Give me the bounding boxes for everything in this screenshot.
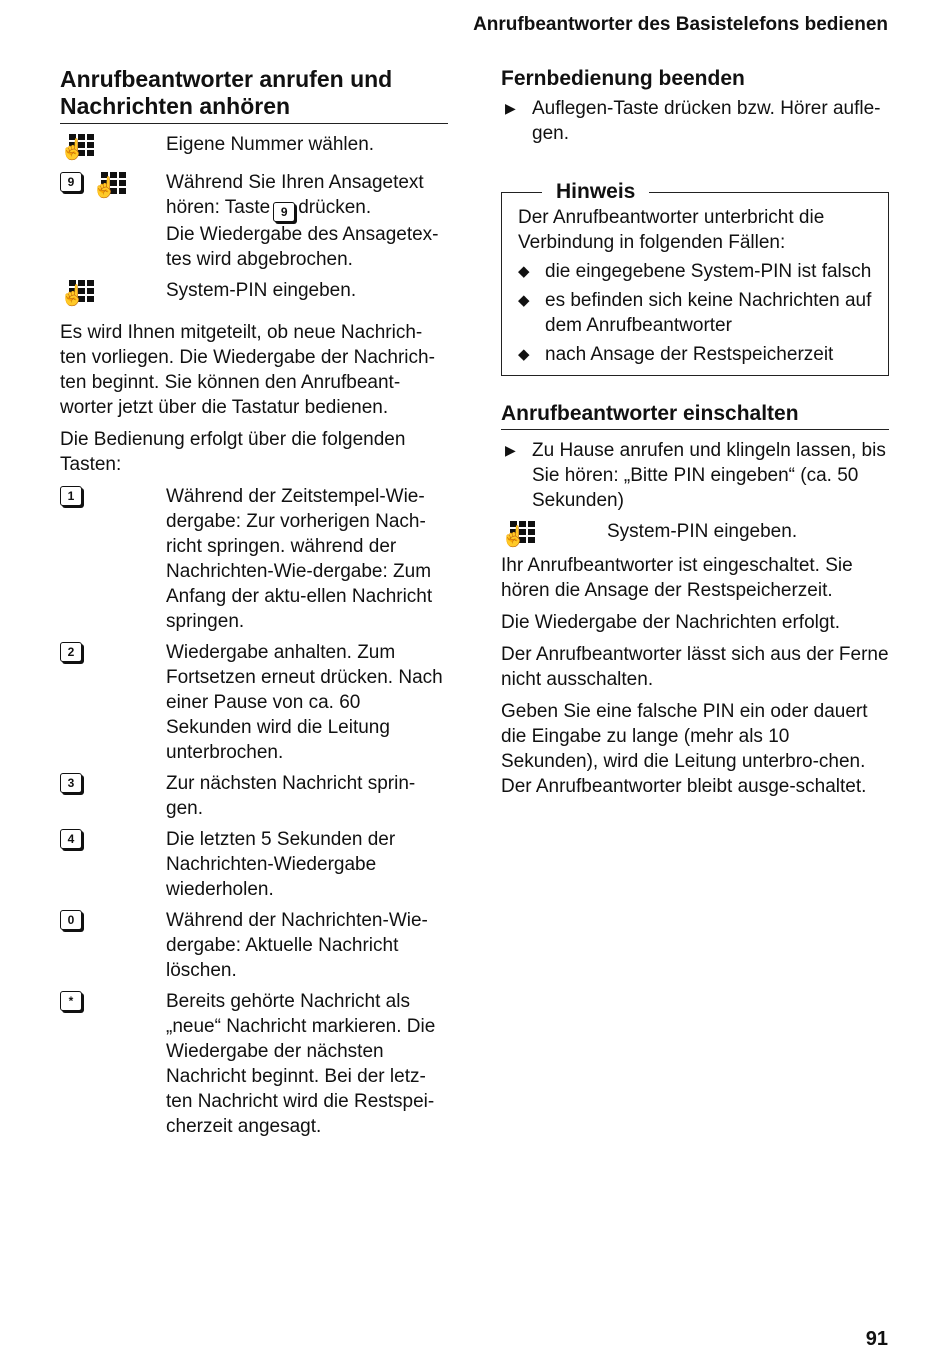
key-function-text: Während der Nachrichten-Wie-dergabe: Aktuelle Nachricht löschen. [166,910,428,981]
paragraph: Ihr Anrufbeantworter ist eingeschaltet. Sie hören die Ansage der Restspeicherzeit. [501,555,853,601]
note-list-item: ◆ es befinden sich keine Nachrichten auf dem Anrufbeantworter [518,290,872,336]
step-text: Eigene Nummer wählen. [166,134,375,155]
note-list-item: ◆ die eingegebene System-PIN ist falsch [518,261,872,282]
note-list-item: ◆ nach Ansage der Restspeicherzeit [518,344,834,365]
key-function-item [60,484,448,634]
key-2-icon: 2 [60,642,82,662]
step-dial-number [60,132,448,164]
arrow-right-icon: ▶ [505,442,516,458]
paragraph: Der Anrufbeantworter lässt sich aus der Ferne nicht ausschalten. [501,644,889,690]
keypad-icon: ☝ [92,172,126,202]
note-title: Hinweis [542,179,649,205]
note-intro: Der Anrufbeantworter unterbricht die Verbindung in folgenden Fällen: [518,207,825,253]
keypad-icon: ☝ [60,280,94,310]
step-enter-pin [60,278,448,310]
paragraph: Geben Sie eine falsche PIN ein oder dauert die Eingabe zu lange (mehr als 10 Sekunden), wird die Leitung unterbro-chen. Der Anrufbeantworter bleibt ausge-schaltet. [501,701,868,797]
key-9-icon: 9 [60,172,82,192]
step-text: System-PIN eingeben. [166,280,357,301]
keypad-icon: ☝ [501,521,535,551]
key-star-icon: * [60,991,82,1011]
key-function-item [60,640,448,765]
key-function-item [60,989,448,1139]
diamond-bullet-icon: ◆ [518,346,530,363]
section-title-remote-access: Anrufbeantworter anrufen und Nachrichten anhören [60,66,448,124]
diamond-bullet-icon: ◆ [518,292,530,309]
key-4-icon: 4 [60,829,82,849]
diamond-bullet-icon: ◆ [518,263,530,280]
key-0-icon: 0 [60,910,82,930]
key-function-text: Die letzten 5 Sekunden der Nachrichten-Wiedergabe wiederholen. [166,829,396,900]
key-function-item [60,771,448,821]
key-function-list [60,484,448,1139]
key-function-text: Während der Zeitstempel-Wie-dergabe: Zur vorherigen Nach-richt springen. während der Nachrichten-Wie-dergabe: Zum Anfang der aktu-ellen Nachricht springen. [166,486,433,632]
section-title-end-remote: Fernbedienung beenden [501,67,745,90]
paragraph: Es wird Ihnen mitgeteilt, ob neue Nachrich-ten vorliegen. Die Wiedergabe der Nachrich-ten beginnt. Sie können den Anrufbeant-worter jetzt über die Tastatur bedienen. [60,322,435,418]
arrow-right-icon: ▶ [505,100,516,116]
right-column [501,66,889,806]
step-text: Während Sie Ihren Ansagetext hören: Taste 9 drücken. Die Wiedergabe des Ansagetex-tes wird abgebrochen. [166,172,439,270]
left-column [60,66,448,1145]
key-function-text: Bereits gehörte Nachricht als „neue“ Nachricht markieren. Die Wiedergabe der nächsten Nachricht beginnt. Bei der letz-ten Nachricht wird die Restspei-cherzeit angesagt. [166,991,436,1137]
step-enter-pin [501,519,889,551]
note-box [501,180,889,376]
key-function-text: Wiedergabe anhalten. Zum Fortsetzen erneut drücken. Nach einer Pause von ca. 60 Sekunden wird die Leitung unterbrochen. [166,642,443,763]
key-function-item [60,827,448,902]
key-3-icon: 3 [60,773,82,793]
keypad-icon: ☝ [60,134,94,164]
step-text: System-PIN eingeben. [607,521,798,542]
instruction-item: ▶ Zu Hause anrufen und klingeln lassen, bis Sie hören: „Bitte PIN eingeben“ (ca. 50 Sekunden) [501,438,889,513]
instruction-item: ▶ Auflegen-Taste drücken bzw. Hörer aufle-gen. [501,96,889,146]
key-9-icon: 9 [273,202,295,222]
key-function-text: Zur nächsten Nachricht sprin-gen. [166,773,416,819]
page-number: 91 [865,1328,888,1350]
section-title-switch-on: Anrufbeantworter einschalten [501,401,889,430]
key-function-item [60,908,448,983]
step-press-9 [60,170,448,272]
paragraph: Die Bedienung erfolgt über die folgenden Tasten: [60,429,406,475]
key-1-icon: 1 [60,486,82,506]
paragraph: Die Wiedergabe der Nachrichten erfolgt. [501,612,841,633]
page-header: Anrufbeantworter des Basistelefons bedienen [473,14,888,35]
